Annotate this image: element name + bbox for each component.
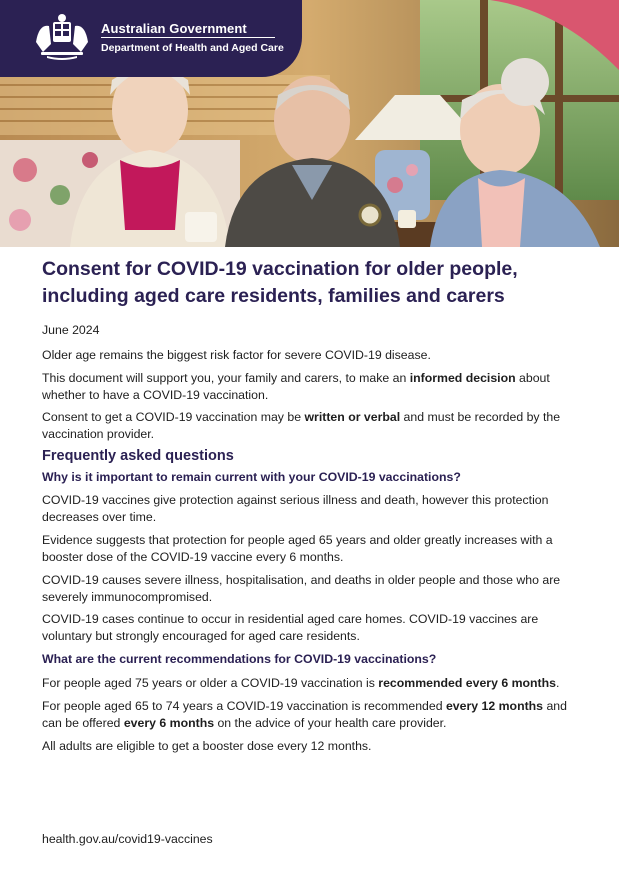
emphasis-every-6-months-advice: every 6 months: [123, 716, 215, 730]
faq-answer-2-paragraph-2: For people aged 65 to 74 years a COVID-19 vaccination is recommended every 12 months and can be offered every 6 months on the advice of your health care provider.: [42, 699, 567, 730]
government-banner: [0, 0, 302, 77]
faq-heading: Frequently asked questions: [42, 448, 234, 464]
coat-of-arms-icon: [33, 12, 91, 60]
emphasis-written-or-verbal: written or verbal: [304, 410, 401, 424]
banner-divider: [101, 37, 275, 38]
intro-paragraph-1: Older age remains the biggest risk factor for severe COVID-19 disease.: [42, 348, 431, 362]
faq-answer-2-paragraph-1: For people aged 75 years or older a COVID-19 vaccination is recommended every 6 months.: [42, 676, 560, 690]
faq-question-2: What are the current recommendations for COVID-19 vaccinations?: [42, 652, 437, 666]
emphasis-every-6-months: recommended every 6 months: [378, 676, 556, 690]
faq-question-1: Why is it important to remain current with your COVID-19 vaccinations?: [42, 470, 461, 484]
faq-answer-1-paragraph-3: COVID-19 causes severe illness, hospitalisation, and deaths in older people and those who are severely immunocompromised.: [42, 573, 561, 604]
faq-answer-1-paragraph-2: Evidence suggests that protection for people aged 65 years and older greatly increases with a booster dose of the COVID-19 vaccine every 6 months.: [42, 533, 553, 564]
emphasis-informed-decision: informed decision: [409, 371, 516, 385]
department-name: Department of Health and Aged Care: [101, 42, 284, 54]
publication-date: June 2024: [42, 323, 100, 337]
hero-photo: [0, 0, 619, 247]
intro-paragraph-2: This document will support you, your family and carers, to make an informed decision about whether to have a COVID-19 vaccination.: [42, 371, 550, 402]
page-title: Consent for COVID-19 vaccination for older people, including aged care residents, families and carers: [42, 258, 518, 307]
intro-paragraph-3: Consent to get a COVID-19 vaccination may be written or verbal and must be recorded by the vaccination provider.: [42, 410, 561, 441]
emphasis-every-12-months: every 12 months: [445, 699, 544, 713]
faq-answer-1-paragraph-4: COVID-19 cases continue to occur in residential aged care homes. COVID-19 vaccines are voluntary but strongly encouraged for aged care residents.: [42, 612, 539, 643]
faq-answer-2-paragraph-3: All adults are eligible to get a booster dose every 12 months.: [42, 739, 372, 753]
document-body: [42, 256, 587, 753]
footer-url[interactable]: health.gov.au/covid19-vaccines: [42, 832, 213, 846]
government-name: Australian Government: [101, 21, 247, 36]
faq-answer-1-paragraph-1: COVID-19 vaccines give protection against serious illness and death, however this protection decreases over time.: [42, 493, 549, 524]
